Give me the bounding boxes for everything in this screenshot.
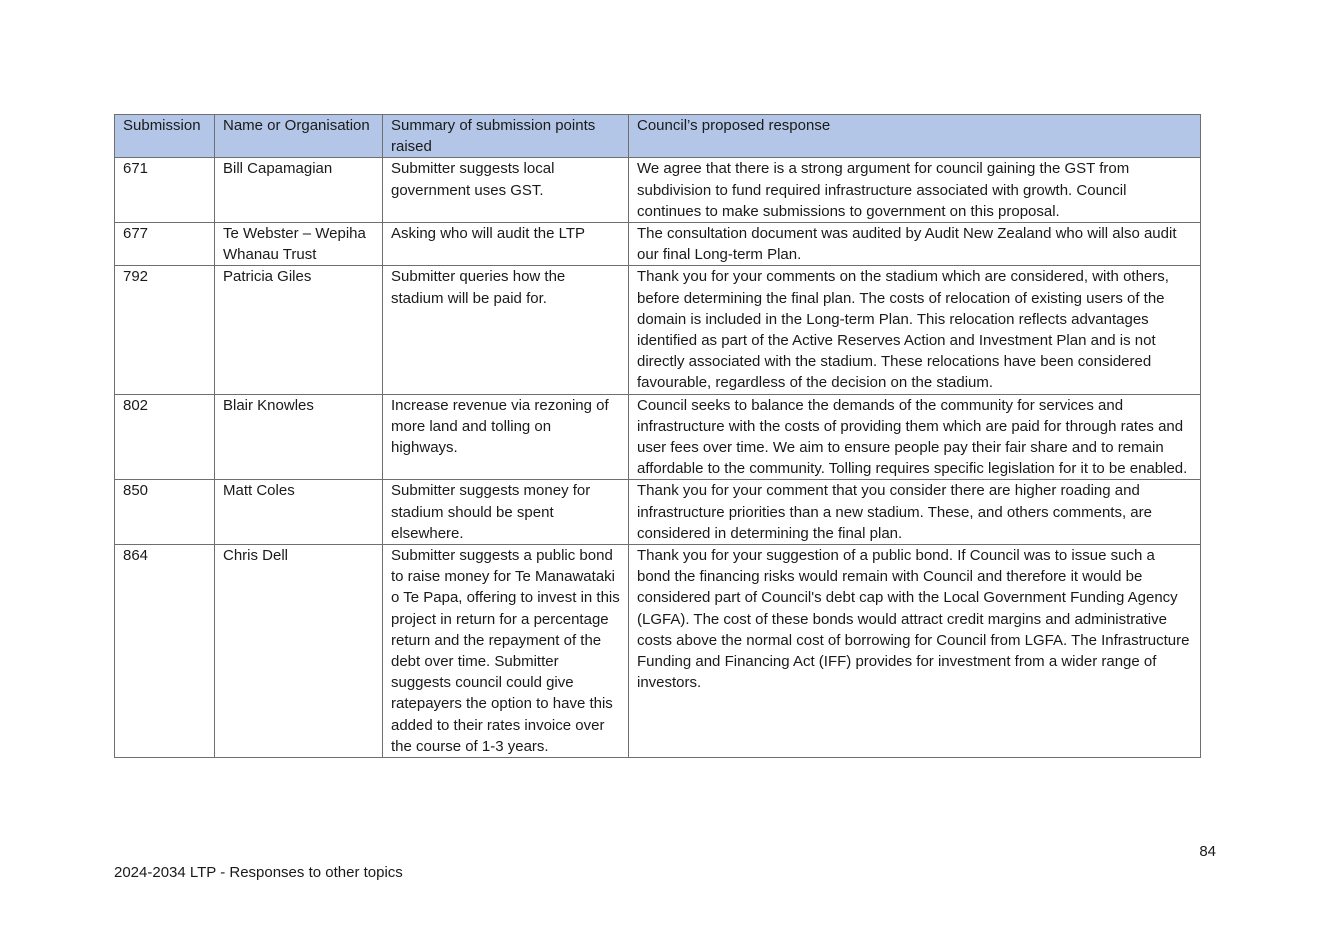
cell-name: Matt Coles (215, 480, 383, 545)
submissions-table (114, 114, 1201, 758)
table-row (115, 223, 1201, 266)
page-number: 84 (1199, 843, 1216, 860)
cell-summary: Asking who will audit the LTP (383, 223, 629, 266)
cell-name: Patricia Giles (215, 266, 383, 394)
table-row (115, 158, 1201, 223)
cell-summary: Submitter suggests a public bond to raise money for Te Manawataki o Te Papa, offering to invest in this project in return for a percentage return and the repayment of the debt over time. Submitter suggests council could give ratepayers the option to have this added to their rates invoice over the course of 1-3 years. (383, 545, 629, 758)
cell-name: Chris Dell (215, 545, 383, 758)
cell-submission: 864 (115, 545, 215, 758)
cell-response: The consultation document was audited by Audit New Zealand who will also audit our final Long-term Plan. (629, 223, 1201, 266)
cell-response: Thank you for your suggestion of a public bond. If Council was to issue such a bond the financing risks would remain with Council and therefore it would be considered part of Council's debt cap with the Local Government Funding Agency (LGFA). The cost of these bonds would attract credit margins and administrative costs above the normal cost of borrowing for Council from LGFA. The Infrastructure Funding and Financing Act (IFF) provides for investment from a wider range of investors. (629, 545, 1201, 758)
table-row (115, 394, 1201, 480)
cell-summary: Submitter suggests money for stadium should be spent elsewhere. (383, 480, 629, 545)
cell-response: We agree that there is a strong argument for council gaining the GST from subdivision to fund required infrastructure associated with growth. Council continues to make submissions to government on this proposal. (629, 158, 1201, 223)
cell-response: Thank you for your comments on the stadium which are considered, with others, before determining the final plan. The costs of relocation of existing users of the domain is included in the Long-term Plan. This relocation reflects advantages identified as part of the Active Reserves Action and Investment Plan and is not directly associated with the stadium. These relocations have been considered favourable, regardless of the decision on the stadium. (629, 266, 1201, 394)
table-row (115, 480, 1201, 545)
cell-response: Council seeks to balance the demands of the community for services and infrastructure with the costs of providing them which are paid for through rates and user fees over time. We aim to ensure people pay their fair share and to remain affordable to the community. Tolling requires specific legislation for it to be enabled. (629, 394, 1201, 480)
cell-submission: 671 (115, 158, 215, 223)
cell-name: Te Webster – Wepiha Whanau Trust (215, 223, 383, 266)
cell-submission: 792 (115, 266, 215, 394)
table-header-row (115, 115, 1201, 158)
header-submission: Submission (115, 115, 215, 158)
cell-submission: 802 (115, 394, 215, 480)
cell-name: Blair Knowles (215, 394, 383, 480)
table-row (115, 266, 1201, 394)
cell-summary: Submitter queries how the stadium will be paid for. (383, 266, 629, 394)
cell-summary: Submitter suggests local government uses GST. (383, 158, 629, 223)
footer-document-title: 2024-2034 LTP - Responses to other topics (114, 864, 403, 881)
cell-name: Bill Capamagian (215, 158, 383, 223)
cell-submission: 677 (115, 223, 215, 266)
table-row (115, 545, 1201, 758)
cell-submission: 850 (115, 480, 215, 545)
cell-response: Thank you for your comment that you consider there are higher roading and infrastructure priorities than a new stadium. These, and others comments, are considered in determining the final plan. (629, 480, 1201, 545)
header-summary: Summary of submission points raised (383, 115, 629, 158)
header-name-or-organisation: Name or Organisation (215, 115, 383, 158)
header-council-response: Council’s proposed response (629, 115, 1201, 158)
cell-summary: Increase revenue via rezoning of more land and tolling on highways. (383, 394, 629, 480)
